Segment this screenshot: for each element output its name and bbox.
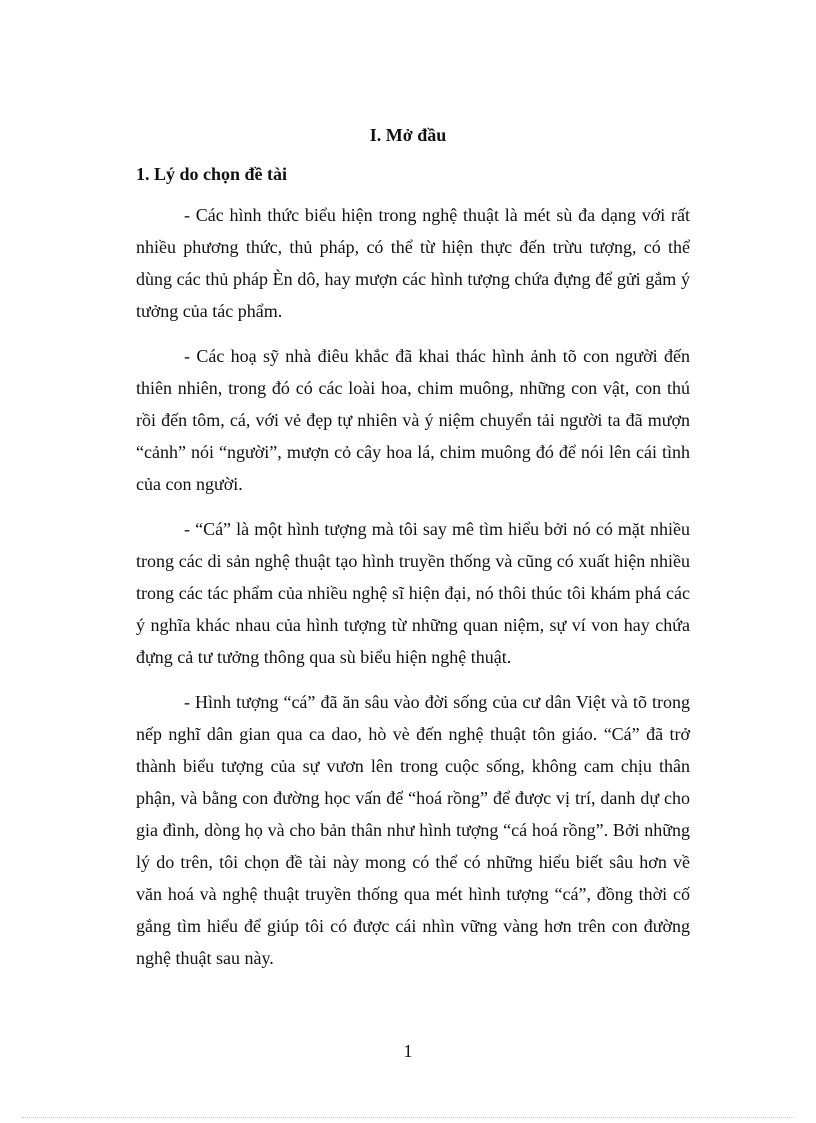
paragraph-1: - Các hình thức biểu hiện trong nghệ thuật là mét sù đa dạng với rất nhiều phương thức, thủ pháp, có thể từ hiện thực đến trừu tượng, có thể dùng các thủ pháp Èn dô, hay mượn các hình tượng chứa đựng để gửi gắm ý tưởng của tác phẩm.	[136, 205, 690, 321]
body-text	[136, 199, 690, 987]
page-title: I. Mở đầu	[369, 125, 447, 145]
page-edge-divider	[22, 1117, 794, 1118]
section-title: 1. Lý do chọn đề tài	[136, 164, 288, 184]
paragraph-2: - Các hoạ sỹ nhà điêu khắc đã khai thác hình ảnh tõ con người đến thiên nhiên, trong đó có các loài hoa, chim muông, những con vật, con thú rồi đến tôm, cá, với vẻ đẹp tự nhiên và ý niệm chuyển tải người ta đã mượn “cảnh” nói “người”, mượn cỏ cây hoa lá, chim muông đó để nói lên cái tình của con người.	[136, 346, 690, 494]
paragraph-3: - “Cá” là một hình tượng mà tôi say mê tìm hiểu bởi nó có mặt nhiều trong các di sản nghệ thuật tạo hình truyền thống và cũng có xuất hiện nhiều trong các tác phẩm của nhiều nghệ sĩ hiện đại, nó thôi thúc tôi khám phá các ý nghĩa khác nhau của hình tượng từ những quan niệm, sự ví von hay chứa đựng cả tư tưởng thông qua sù biểu hiện nghệ thuật.	[136, 519, 690, 667]
page-number: 1	[403, 1041, 413, 1061]
paragraph-4: - Hình tượng “cá” đã ăn sâu vào đời sống của cư dân Việt và tõ trong nếp nghĩ dân gian qua ca dao, hò vè đến nghệ thuật tôn giáo. “Cá” đã trở thành biểu tượng của sự vươn lên trong cuộc sống, không cam chịu thân phận, và bằng con đường học vấn để “hoá rồng” để được vị trí, danh dự cho gia đình, dòng họ và cho bản thân như hình tượng “cá hoá rồng”. Bởi những lý do trên, tôi chọn đề tài này mong có thể có những hiểu biết sâu hơn về văn hoá và nghệ thuật truyền thống qua mét hình tượng “cá”, đồng thời cố gắng tìm hiểu để giúp tôi có được cái nhìn vững vàng hơn trên con đường nghệ thuật sau này.	[136, 692, 690, 968]
